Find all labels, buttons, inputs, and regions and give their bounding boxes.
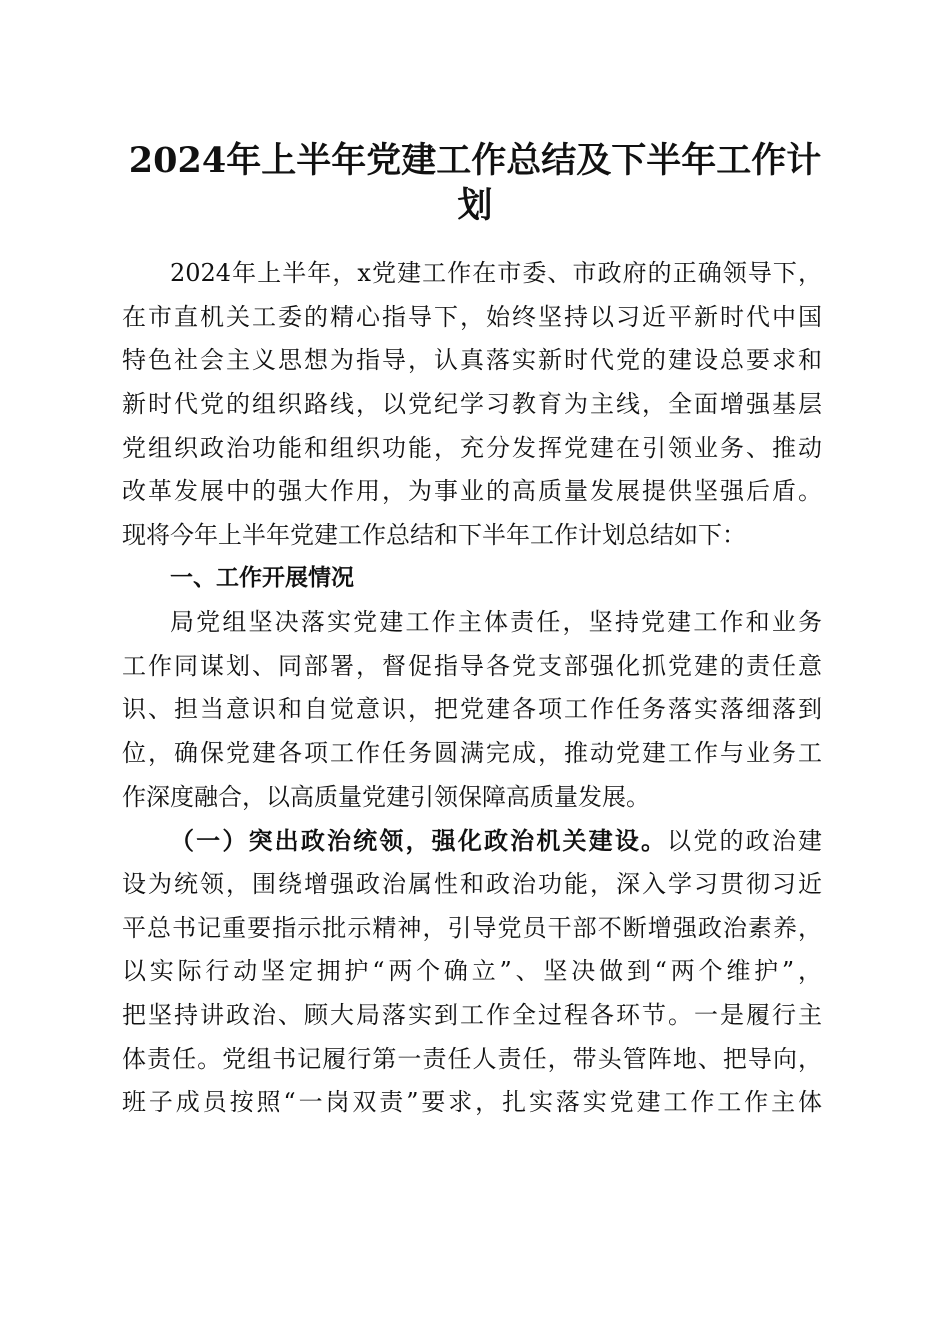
text-line <box>122 907 822 951</box>
paragraph <box>122 252 822 557</box>
text-line <box>122 776 822 820</box>
text-line <box>122 863 822 907</box>
line-text: 识、担当意识和自觉意识，把党建各项工作任务落实落细落到 <box>122 695 822 724</box>
subsection-lead: （一）突出政治统领，强化政治机关建设。 <box>170 826 668 856</box>
line-text: 把坚持讲政治、顾大局落实到工作全过程各环节。一是履行主 <box>122 1000 822 1029</box>
paragraph <box>122 601 822 819</box>
text-line <box>122 470 822 514</box>
text-line <box>122 688 822 732</box>
line-text: 新时代党的组织路线，以党纪学习教育为主线，全面增强基层 <box>122 389 822 418</box>
section-heading <box>122 557 822 601</box>
line-text: 在市直机关工委的精心指导下，始终坚持以习近平新时代中国 <box>122 302 822 331</box>
text-line <box>122 1038 822 1082</box>
line-text: 现将今年上半年党建工作总结和下半年工作计划总结如下： <box>122 520 746 549</box>
line-text: 特色社会主义思想为指导，认真落实新时代党的建设总要求和 <box>122 346 822 375</box>
line-text: 平总书记重要指示批示精神，引导党员干部不断增强政治素养， <box>122 913 822 942</box>
document-title-line-1: 2024年上半年党建工作总结及下半年工作计 <box>128 140 822 181</box>
line-text: 2024年上半年，x党建工作在市委、市政府的正确领导下， <box>170 259 822 287</box>
line-text: 位，确保党建各项工作任务圆满完成，推动党建工作与业务工 <box>122 739 822 768</box>
text-line <box>122 296 822 340</box>
text-line <box>122 383 822 427</box>
text-line <box>122 645 822 689</box>
line-text: 工作同谋划、同部署，督促指导各党支部强化抓党建的责任意 <box>122 651 822 680</box>
text-line <box>122 994 822 1038</box>
document-title-line-2: 划 <box>457 185 493 226</box>
text-line <box>122 819 822 863</box>
paragraph <box>122 819 822 1124</box>
line-text: 以实际行动坚定拥护“两个确立”、坚决做到“两个维护”， <box>122 957 822 986</box>
text-line <box>122 252 822 296</box>
text-line <box>122 339 822 383</box>
text-line <box>122 557 822 601</box>
line-text: 班子成员按照“一岗双责”要求，扎实落实党建工作工作主体 <box>122 1088 822 1117</box>
line-text: 一、工作开展情况 <box>170 565 354 592</box>
line-text: 党组织政治功能和组织功能，充分发挥党建在引领业务、推动 <box>122 433 822 462</box>
line-text: 作深度融合，以高质量党建引领保障高质量发展。 <box>122 782 650 811</box>
text-line <box>122 950 822 994</box>
text-line <box>122 514 822 558</box>
text-line <box>122 427 822 471</box>
text-line <box>122 1081 822 1125</box>
line-text: 体责任。党组书记履行第一责任人责任，带头管阵地、把导向， <box>122 1044 822 1073</box>
line-text: 设为统领，围绕增强政治属性和政治功能，深入学习贯彻习近 <box>122 869 822 898</box>
line-text: 以党的政治建 <box>667 827 823 856</box>
text-line <box>122 732 822 776</box>
text-line <box>122 601 822 645</box>
line-text: 改革发展中的强大作用，为事业的高质量发展提供坚强后盾。 <box>122 477 822 506</box>
document-body <box>122 252 822 1125</box>
line-text: 局党组坚决落实党建工作主体责任，坚持党建工作和业务 <box>170 608 822 637</box>
